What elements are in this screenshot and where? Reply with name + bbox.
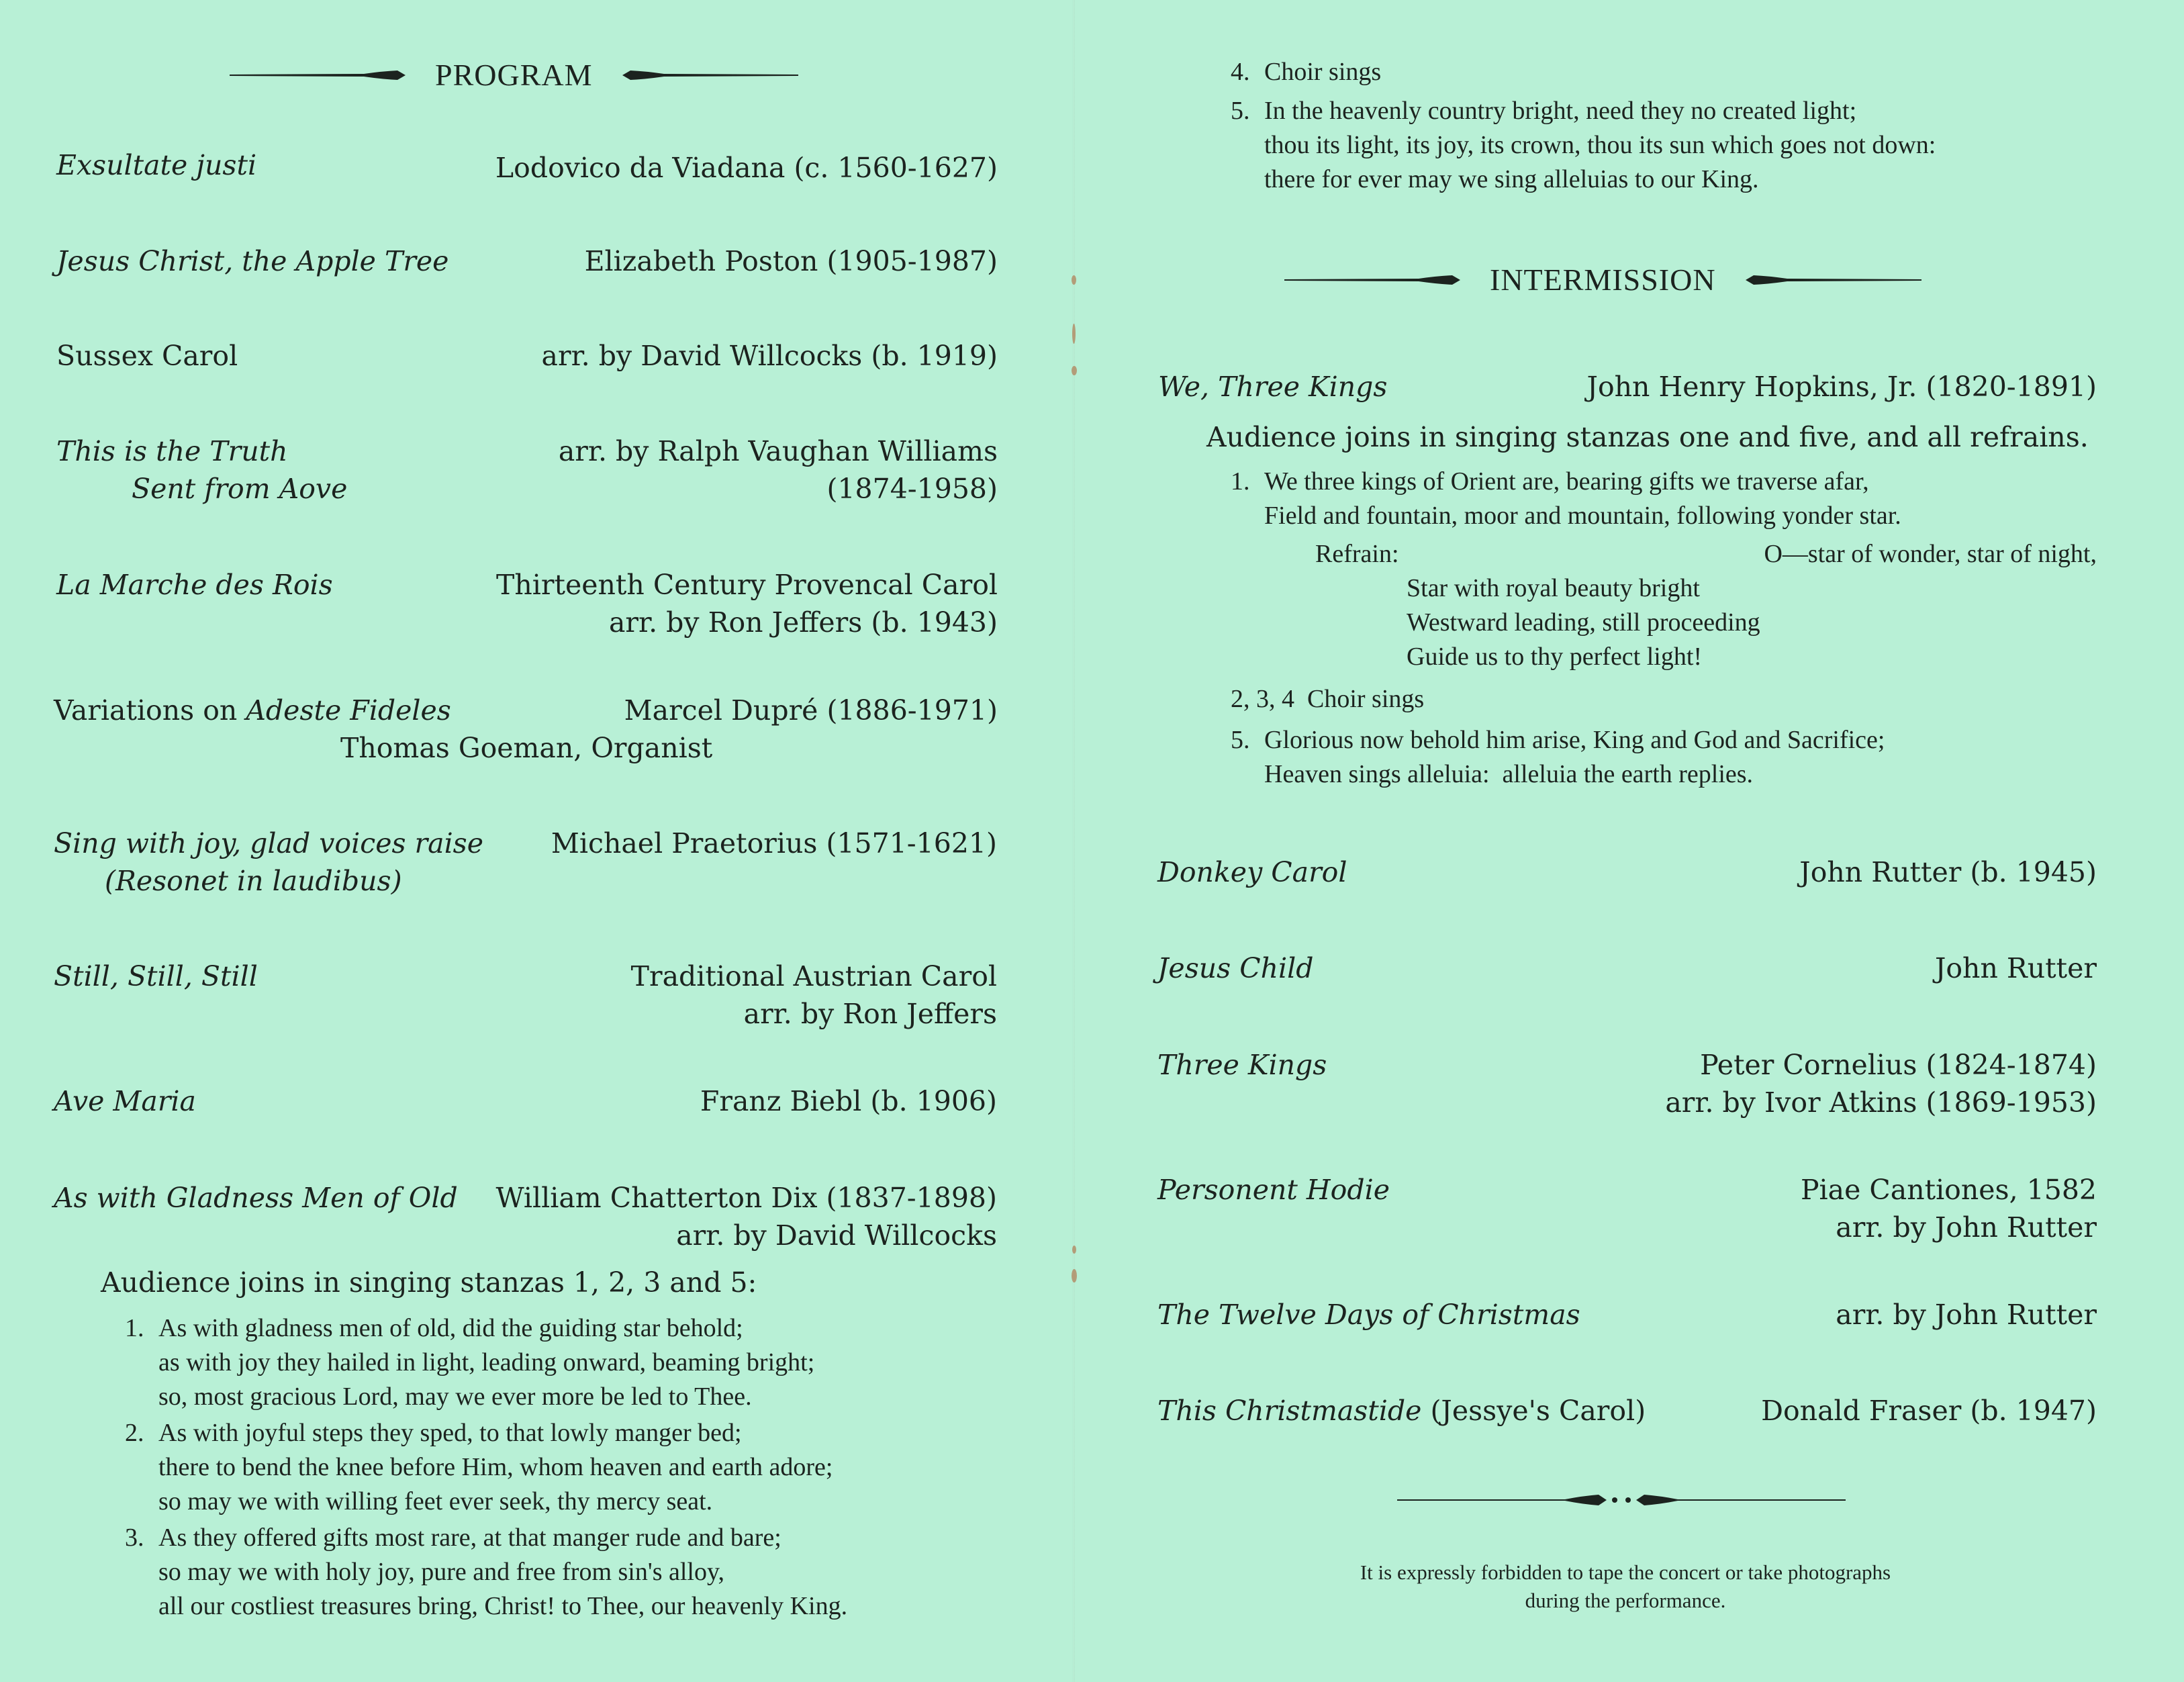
composer-line: arr. by Ralph Vaughan Williams (558, 435, 998, 467)
stanza-lines (1264, 723, 1885, 792)
composer: Lodovico da Viadana (c. 1560-1627) (495, 152, 998, 184)
ornament-arrow-right-icon (230, 68, 406, 82)
stanza-lines (158, 1521, 847, 1624)
program-entry (56, 146, 998, 187)
stanza-lines (1264, 55, 1381, 89)
ornament-arrow-right-icon (1284, 273, 1460, 287)
lyric-line: Westward leading, still proceeding (1407, 608, 1760, 637)
composer (1801, 1171, 2097, 1246)
performer: Thomas Goeman, Organist (340, 732, 713, 764)
stanza (125, 1521, 998, 1625)
audience-note: Audience joins in singing stanzas 1, 2, 3 and 5: (101, 1266, 757, 1299)
lyric-line: O—star of wonder, star of night, (1764, 540, 2097, 568)
composer: John Rutter (b. 1945) (1799, 856, 2097, 888)
stanza-lines (158, 1416, 833, 1519)
lyric-line: Heaven sings alleluia: alleluia the earth replies. (1264, 760, 1754, 788)
composer-line: William Chatterton Dix (1837-1898) (495, 1182, 997, 1214)
composer (559, 432, 998, 508)
stanza (125, 1416, 998, 1520)
piece-title: As with Gladness Men of Old (54, 1182, 458, 1214)
stanza-number: 5. (1231, 726, 1250, 754)
piece-title (54, 825, 483, 900)
lyric-line: so may we with holy joy, pure and free from sin's alloy, (158, 1558, 725, 1586)
stanza-lines (158, 1311, 814, 1414)
stanza (125, 1311, 998, 1415)
stanza-number: 2. (125, 1419, 144, 1447)
composer (495, 1179, 997, 1254)
program-entry (54, 692, 998, 769)
piece-title: Sussex Carol (56, 340, 238, 372)
program-entry (1157, 1296, 2097, 1336)
lyric-line: Choir sings (1264, 58, 1382, 86)
lyric-line: there for ever may we sing alleluias to our King. (1264, 165, 1759, 193)
piece-title: We, Three Kings (1158, 371, 1388, 403)
program-entry (56, 432, 998, 510)
program-heading (230, 57, 798, 93)
composer: John Henry Hopkins, Jr. (1820-1891) (1586, 371, 2097, 403)
program-entry (56, 566, 998, 644)
piece-title: Jesus Christ, the Apple Tree (56, 245, 449, 277)
composer-line: arr. by John Rutter (1836, 1211, 2097, 1244)
audience-note: Audience joins in singing stanzas one and five, and all refrains. (1206, 421, 2089, 453)
piece-title: Donkey Carol (1157, 856, 1347, 888)
lyric-line: Star with royal beauty bright (1407, 574, 1700, 602)
program-entry (1157, 1171, 2097, 1249)
program-entry (1158, 368, 2097, 408)
program-heading-text: PROGRAM (435, 58, 593, 92)
composer: Elizabeth Poston (1905-1987) (584, 245, 998, 277)
stanza (1231, 55, 2103, 90)
piece-title: Still, Still, Still (54, 960, 258, 992)
piece-title: Personent Hodie (1157, 1174, 1390, 1206)
piece-title: Jesus Child (1157, 952, 1314, 984)
piece-title: Ave Maria (54, 1085, 196, 1117)
piece-title: Three Kings (1157, 1049, 1327, 1081)
lyric-line: thou its light, its joy, its crown, thou its sun which goes not down: (1264, 131, 1936, 159)
stanza-lines (1264, 465, 1901, 533)
lyric-line: there to bend the knee before Him, whom heaven and earth adore; (158, 1453, 833, 1481)
right-page (1075, 0, 2184, 1682)
composer: John Rutter (1934, 952, 2097, 984)
composer-line: (1874-1958) (826, 473, 998, 505)
piece-title (56, 432, 347, 508)
composer-line: arr. by Ron Jeffers (743, 998, 997, 1030)
composer: arr. by John Rutter (1836, 1299, 2097, 1331)
composer: arr. by David Willcocks (b. 1919) (541, 340, 998, 372)
program-entry (1157, 1046, 2097, 1124)
recording-notice (1223, 1558, 2028, 1615)
piece-title (1157, 1392, 1646, 1430)
ornament-divider-icon (1397, 1492, 1846, 1508)
piece-title-suffix: (Jessye's Carol) (1421, 1395, 1646, 1427)
piece-title-line: (Resonet in laudibus) (105, 865, 402, 897)
lyric-line: Field and fountain, moor and mountain, following yonder star. (1264, 502, 1901, 530)
piece-title-line: Sing with joy, glad voices raise (54, 827, 483, 859)
lyric-line: We three kings of Orient are, bearing gifts we traverse afar, (1264, 467, 1869, 496)
program-entry (56, 337, 998, 377)
stanza-number: 1. (1231, 467, 1250, 496)
composer-line: Traditional Austrian Carol (630, 960, 997, 992)
stanza-number: 3. (125, 1524, 144, 1552)
piece-title: La Marche des Rois (56, 569, 333, 601)
ornament-arrow-left-icon (622, 68, 798, 82)
intermission-heading (1284, 262, 1921, 297)
lyric-line: In the heavenly country bright, need they no created light; (1264, 97, 1857, 125)
lyric-line: as with joy they hailed in light, leading onward, beaming bright; (158, 1348, 815, 1376)
program-entry (1157, 949, 2097, 990)
notice-line: during the performance. (1525, 1589, 1726, 1612)
lyric-line: As with joyful steps they sped, to that lowly manger bed; (158, 1419, 742, 1447)
program-entry (56, 242, 998, 283)
refrain (1315, 537, 2097, 675)
piece-title: The Twelve Days of Christmas (1157, 1299, 1580, 1331)
lyric-line: Glorious now behold him arise, King and God and Sacrifice; (1264, 726, 1885, 754)
composer-line: Thirteenth Century Provencal Carol (496, 569, 998, 601)
stanza-number: 1. (125, 1314, 144, 1342)
notice-line: It is expressly forbidden to tape the concert or take photographs (1360, 1560, 1891, 1584)
stanza (1231, 723, 2103, 793)
composer-line: arr. by Ron Jeffers (b. 1943) (608, 606, 998, 639)
program-entry (1157, 853, 2097, 894)
program-entry (54, 1082, 997, 1123)
piece-title-line: This is the Truth (56, 435, 288, 467)
composer-line: arr. by Ivor Atkins (1869-1953) (1665, 1086, 2097, 1119)
choir-note: 2, 3, 4 Choir sings (1231, 685, 1425, 713)
program-entry (54, 825, 997, 902)
intermission-heading-text: INTERMISSION (1490, 263, 1716, 297)
stanza (1231, 94, 2103, 198)
lyric-line: As with gladness men of old, did the guiding star behold; (158, 1314, 743, 1342)
piece-title-line: Sent from Aove (132, 473, 348, 505)
composer: Michael Praetorius (1571-1621) (551, 827, 997, 859)
stanza-number: 4. (1231, 58, 1250, 86)
lyric-line: so, most gracious Lord, may we ever more be led to Thee. (158, 1383, 752, 1411)
left-page (0, 0, 1073, 1682)
composer (631, 957, 997, 1033)
composer: Donald Fraser (b. 1947) (1761, 1395, 2097, 1427)
piece-title (54, 692, 451, 729)
program-entry (54, 1179, 997, 1257)
refrain-label: Refrain: (1315, 540, 1399, 568)
program-entry (54, 957, 997, 1035)
composer (1665, 1046, 2097, 1121)
composer (496, 566, 998, 641)
lyric-line: all our costliest treasures bring, Christ! to Thee, our heavenly King. (158, 1592, 848, 1620)
lyric-line: so may we with willing feet ever seek, thy mercy seat. (158, 1487, 713, 1515)
stanza-number: 5. (1231, 97, 1250, 125)
piece-title-italic: This Christmastide (1157, 1395, 1422, 1427)
piece-title-prefix: Variations on (54, 694, 246, 727)
composer-line: Peter Cornelius (1824-1874) (1700, 1049, 2097, 1081)
ornament-arrow-left-icon (1746, 273, 1921, 287)
composer: Franz Biebl (b. 1906) (700, 1085, 997, 1117)
piece-title-italic: Adeste Fideles (246, 694, 451, 727)
lyric-line: Guide us to thy perfect light! (1407, 643, 1703, 671)
lyric-line: As they offered gifts most rare, at that manger rude and bare; (158, 1524, 781, 1552)
stanza (1231, 465, 2103, 534)
composer-line: Piae Cantiones, 1582 (1800, 1174, 2097, 1206)
piece-title: Exsultate justi (56, 149, 257, 181)
composer-line: arr. by David Willcocks (676, 1219, 997, 1252)
program-entry (1157, 1392, 2097, 1432)
stanza-lines (1264, 94, 1936, 197)
composer: Marcel Dupré (1886-1971) (624, 694, 998, 727)
